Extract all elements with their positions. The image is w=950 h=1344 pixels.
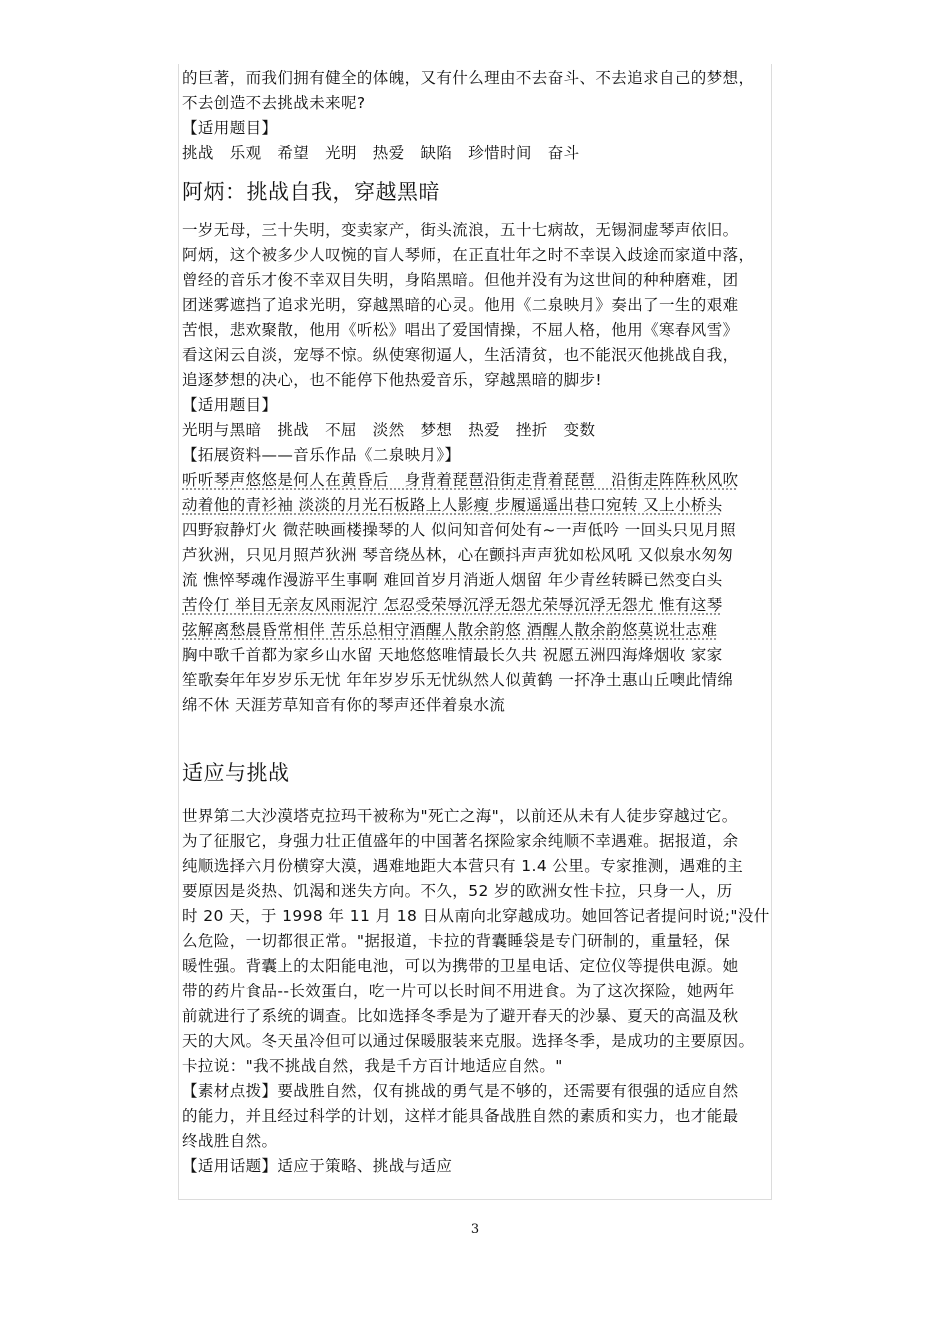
- section-label: 【适用题目】: [182, 396, 278, 414]
- paragraph-line: 纯顺选择六月份横穿大漠，遇难地距大本营只有 1.4 公里。专家推测，遇难的主: [182, 857, 744, 875]
- lyric-line: 笙歌奏年年岁岁乐无忧 年年岁岁乐无忧纵然人似黄鹤 一抔净土惠山丘噢此情绵: [182, 671, 734, 689]
- paragraph-line: 看这闲云自淡，宠辱不惊。纵使寒彻逼人，生活清贫，也不能泯灭他挑战自我，: [182, 346, 739, 364]
- paragraph-line: 卡拉说："我不挑战自然，我是千方百计地适应自然。": [182, 1057, 563, 1075]
- abing-block: [182, 218, 787, 468]
- paragraph-line: 前就进行了系统的调查。比如选择冬季是为了避开春天的沙暴、夏天的高温及秋: [182, 1007, 739, 1025]
- lyric-line: 弦解离愁晨昏常相伴 苦乐总相守酒醒人散余韵悠 酒醒人散余韵悠莫说壮志难: [182, 621, 718, 639]
- lyric-line: 胸中歌千首都为家乡山水留 天地悠悠唯情最长久共 祝愿五洲四海烽烟收 家家: [182, 646, 723, 664]
- paragraph-line: 一岁无母，三十失明，变卖家产，街头流浪，五十七病故，无锡洞虚琴声依旧。: [182, 221, 739, 239]
- section-label: 【适用题目】: [182, 119, 278, 137]
- paragraph-line: 终战胜自然。: [182, 1132, 278, 1150]
- paragraph-line: 天的大风。冬天虽冷但可以通过保暖服装来克服。选择冬季，是成功的主要原因。: [182, 1032, 755, 1050]
- lyric-line: 流 憔悴琴魂作漫游平生事啊 难回首岁月消逝人烟留 年少青丝转瞬已然变白头: [182, 571, 723, 589]
- paragraph-line: 时 20 天，于 1998 年 11 月 18 日从南向北穿越成功。她回答记者提问时说;"没什: [182, 907, 770, 925]
- paragraph-line: 【适用话题】适应于策略、挑战与适应: [182, 1157, 453, 1175]
- paragraph-line: 苦恨，悲欢聚散，他用《听松》唱出了爱国情操，不屈人格，他用《寒春风雪》: [182, 321, 739, 339]
- paragraph-line: 暖性强。背囊上的太阳能电池，可以为携带的卫星电话、定位仪等提供电源。她: [182, 957, 739, 975]
- lyric-line: 苦伶仃 举目无亲友风雨泥泞 怎忍受荣辱沉浮无怨尤荣辱沉浮无怨尤 惟有这琴: [182, 596, 723, 614]
- paragraph-line: 阿炳，这个被多少人叹惋的盲人琴师，在正直壮年之时不幸误入歧途而家道中落，: [182, 246, 755, 264]
- paragraph-line: 么危险，一切都很正常。"据报道，卡拉的背囊睡袋是专门研制的，重量轻，保: [182, 932, 731, 950]
- paragraph-line: 为了征服它，身强力壮正值盛年的中国著名探险家余纯顺不幸遇难。据报道，余: [182, 832, 739, 850]
- lyrics-block: [182, 468, 787, 718]
- paragraph-line: 的能力，并且经过科学的计划，这样才能具备战胜自然的素质和实力，也才能最: [182, 1107, 739, 1125]
- lyric-line: 听听琴声悠悠是何人在黄昏后 身背着琵琶沿街走背着琵琶 沿街走阵阵秋风吹: [182, 471, 739, 489]
- keyword-list: 挑战 乐观 希望 光明 热爱 缺陷 珍惜时间 奋斗: [182, 144, 580, 162]
- page-number: 3: [470, 1222, 480, 1237]
- section-label: 【拓展资料——音乐作品《二泉映月》】: [182, 446, 461, 464]
- paragraph-line: 的巨著，而我们拥有健全的体魄，又有什么理由不去奋斗、不去追求自己的梦想，: [182, 69, 755, 87]
- section-heading: 适应与挑战: [182, 761, 290, 785]
- paragraph-line: 要原因是炎热、饥渴和迷失方向。不久，52 岁的欧洲女性卡拉，只身一人，历: [182, 882, 733, 900]
- lyric-line: 芦狄洲，只见月照芦狄洲 琴音绕丛林，心在颤抖声声犹如松风吼 又似泉水匆匆: [182, 546, 734, 564]
- paragraph-line: 追逐梦想的决心，也不能停下他热爱音乐，穿越黑暗的脚步!: [182, 371, 603, 389]
- keyword-list: 光明与黑暗 挑战 不屈 淡然 梦想 热爱 挫折 变数: [182, 421, 596, 439]
- section-heading: 阿炳：挑战自我，穿越黑暗: [182, 180, 440, 204]
- paragraph-line: 带的药片食品--长效蛋白，吃一片可以长时间不用进食。为了这次探险，她两年: [182, 982, 735, 1000]
- paragraph-line: 不去创造不去挑战未来呢?: [182, 94, 366, 112]
- lyric-line: 绵不休 天涯芳草知音有你的琴声还伴着泉水流: [182, 696, 506, 714]
- desert-block: [182, 804, 787, 1179]
- paragraph-line: 团迷雾遮挡了追求光明，穿越黑暗的心灵。他用《二泉映月》奏出了一生的艰难: [182, 296, 739, 314]
- document-body: [182, 66, 787, 1179]
- paragraph-line: 曾经的音乐才俊不幸双目失明，身陷黑暗。但他并没有为这世间的种种磨难，团: [182, 271, 739, 289]
- paragraph-line: 【素材点拨】要战胜自然，仅有挑战的勇气是不够的，还需要有很强的适应自然: [182, 1082, 739, 1100]
- intro-block: [182, 66, 787, 166]
- lyric-line: 动着他的青衫袖 淡淡的月光石板路上人影瘦 步履遥遥出巷口宛转 又上小桥头: [182, 496, 723, 514]
- paragraph-line: 世界第二大沙漠塔克拉玛干被称为"死亡之海"，以前还从未有人徒步穿越过它。: [182, 807, 738, 825]
- lyric-line: 四野寂静灯火 微茫映画楼操琴的人 似问知音何处有~一声低吟 一回头只见月照: [182, 521, 737, 539]
